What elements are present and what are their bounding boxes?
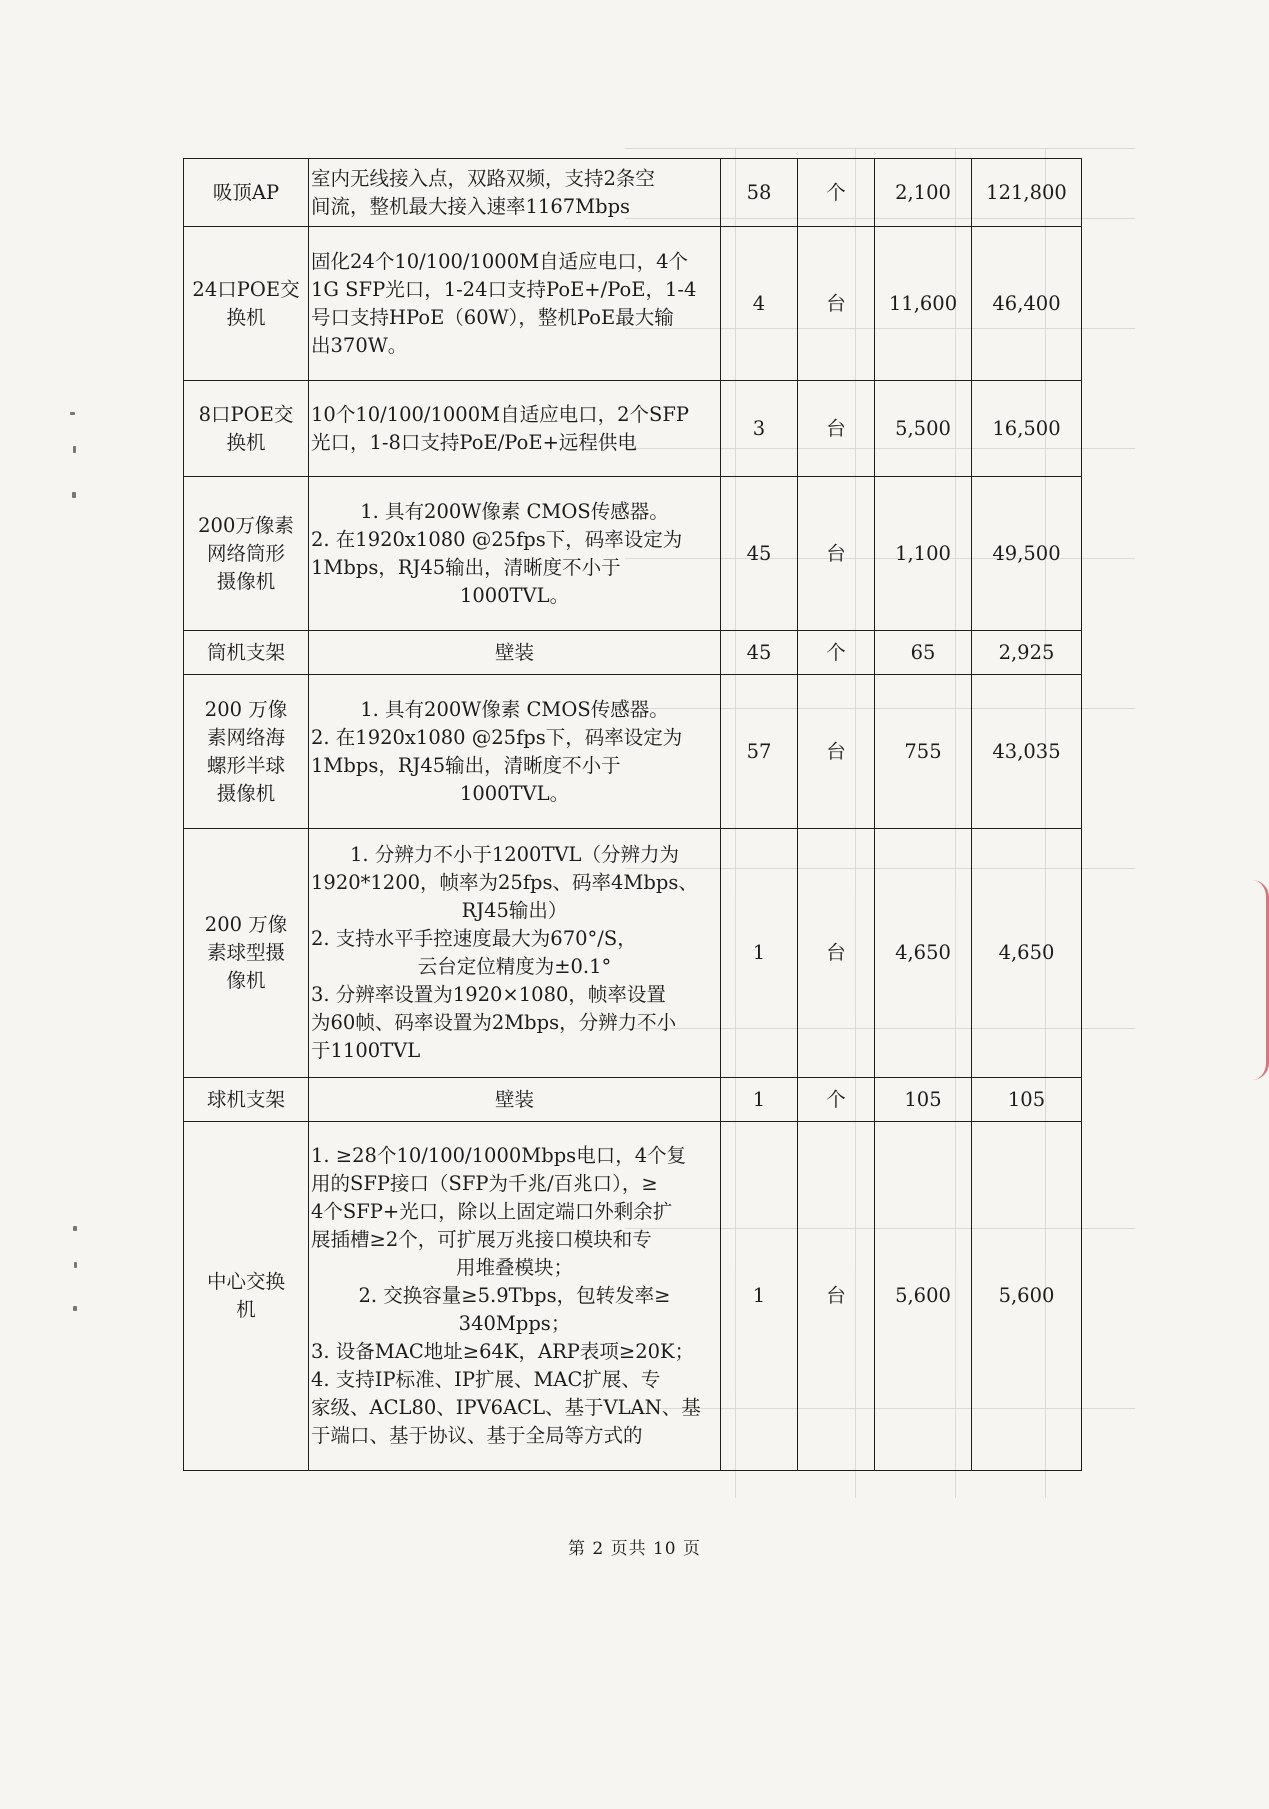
- item-name-cell: [184, 1122, 309, 1471]
- item-name-line: 8口POE交: [198, 402, 294, 426]
- item-spec-cell: [309, 675, 721, 829]
- item-spec-cell: [309, 381, 721, 477]
- quantity-cell: 45: [721, 631, 798, 675]
- item-spec-line: 壁装: [494, 1087, 534, 1111]
- item-spec-line: 1Mbps，RJ45输出，清晰度不小于: [311, 555, 621, 579]
- item-name-line: 筒机支架: [206, 640, 285, 664]
- item-spec-line: 展插槽≥2个，可扩展万兆接口模块和专: [311, 1228, 652, 1251]
- item-spec-line: 1000TVL。: [459, 781, 570, 805]
- table-row: [184, 829, 1082, 1078]
- item-spec-cell: [309, 159, 721, 227]
- unit-cell: 台: [798, 381, 875, 477]
- item-name-line: 换机: [226, 305, 266, 329]
- item-spec-line: 家级、ACL80、IPV6ACL、基于VLAN、基: [311, 1396, 701, 1419]
- item-spec-line: 于端口、基于协议、基于全局等方式的: [311, 1424, 643, 1447]
- unit-cell: 个: [798, 159, 875, 227]
- punch-hole-mark: [74, 1262, 77, 1268]
- quantity-cell: 57: [721, 675, 798, 829]
- item-spec-line: 4个SFP+光口，除以上固定端口外剩余扩: [311, 1200, 673, 1223]
- item-name-cell: [184, 631, 309, 675]
- item-spec-line: 10个10/100/1000M自适应电口，2个SFP: [311, 402, 689, 426]
- unit-price-cell: 11,600: [875, 227, 972, 381]
- total-price-cell: 49,500: [972, 477, 1082, 631]
- item-spec-line: 1000TVL。: [459, 583, 570, 607]
- item-spec-line: 间流，整机最大接入速率1167Mbps: [311, 194, 631, 218]
- item-name-cell: [184, 675, 309, 829]
- item-name-line: 200 万像: [204, 697, 288, 721]
- table-row: [184, 631, 1082, 675]
- item-spec-line: 为60帧、码率设置为2Mbps，分辨力不小: [311, 1011, 677, 1034]
- item-name-line: 200 万像: [204, 913, 288, 936]
- quantity-cell: 58: [721, 159, 798, 227]
- item-name-line: 像机: [226, 969, 266, 992]
- unit-price-cell: 5,500: [875, 381, 972, 477]
- item-spec-line: 固化24个10/100/1000M自适应电口，4个: [311, 249, 688, 273]
- page-footer: 第 2 页共 10 页: [567, 1539, 702, 1559]
- quantity-cell: 45: [721, 477, 798, 631]
- item-spec-line: 1. ≥28个10/100/1000Mbps电口，4个复: [311, 1144, 687, 1167]
- item-name-cell: [184, 477, 309, 631]
- item-name-line: 200万像素: [198, 513, 294, 537]
- item-name-line: 素球型摄: [206, 941, 285, 964]
- item-name-line: 网络筒形: [206, 541, 285, 565]
- seal-edge: [1252, 880, 1269, 1080]
- item-name-cell: [184, 381, 309, 477]
- item-spec-cell: [309, 227, 721, 381]
- item-spec-line: 室内无线接入点，双路双频，支持2条空: [311, 166, 655, 190]
- item-spec-line: 2. 支持水平手控速度最大为670°/S，: [311, 927, 637, 950]
- item-name-cell: [184, 227, 309, 381]
- item-spec-line: 于1100TVL: [311, 1039, 421, 1062]
- unit-cell: 台: [798, 227, 875, 381]
- item-spec-line: 340Mpps；: [458, 1312, 571, 1335]
- table-row: [184, 159, 1082, 227]
- item-name-line: 24口POE交: [192, 277, 300, 301]
- quantity-cell: 1: [721, 1122, 798, 1471]
- unit-price-cell: 4,650: [875, 829, 972, 1078]
- total-price-cell: 16,500: [972, 381, 1082, 477]
- item-spec-line: 1. 分辨力不小于1200TVL（分辨力为: [350, 843, 679, 866]
- item-spec-line: 号口支持HPoE（60W），整机PoE最大输: [311, 305, 674, 329]
- unit-cell: 台: [798, 829, 875, 1078]
- item-spec-line: 1Mbps，RJ45输出，清晰度不小于: [311, 753, 621, 777]
- table-row: [184, 227, 1082, 381]
- total-price-cell: 46,400: [972, 227, 1082, 381]
- item-name-line: 摄像机: [216, 569, 276, 593]
- punch-hole-mark: [70, 412, 75, 415]
- item-spec-line: 4. 支持IP标准、IP扩展、MAC扩展、专: [311, 1368, 661, 1391]
- total-price-cell: 105: [972, 1078, 1082, 1122]
- item-name-line: 机: [236, 1298, 256, 1321]
- item-name-line: 吸顶AP: [212, 180, 280, 204]
- quantity-cell: 1: [721, 829, 798, 1078]
- punch-hole-mark: [72, 492, 76, 498]
- item-name-line: 素网络海: [206, 725, 285, 749]
- unit-price-cell: 755: [875, 675, 972, 829]
- total-price-cell: 43,035: [972, 675, 1082, 829]
- item-spec-line: 出370W。: [311, 333, 408, 357]
- item-spec-line: 壁装: [494, 640, 534, 664]
- item-spec-cell: [309, 631, 721, 675]
- item-spec-line: 1. 具有200W像素 CMOS传感器。: [360, 697, 669, 721]
- unit-cell: 台: [798, 675, 875, 829]
- total-price-cell: 2,925: [972, 631, 1082, 675]
- item-spec-line: 用堆叠模块；: [455, 1256, 573, 1279]
- item-spec-line: 3. 分辨率设置为1920×1080，帧率设置: [311, 983, 666, 1006]
- item-spec-line: 3. 设备MAC地址≥64K，ARP表项≥20K；: [311, 1340, 695, 1363]
- item-spec-line: 2. 交换容量≥5.9Tbps，包转发率≥: [358, 1284, 671, 1307]
- unit-price-cell: 65: [875, 631, 972, 675]
- unit-cell: 台: [798, 1122, 875, 1471]
- item-spec-line: 2. 在1920x1080 @25fps下，码率设定为: [311, 725, 683, 749]
- equipment-table: [183, 158, 1082, 1471]
- total-price-cell: 4,650: [972, 829, 1082, 1078]
- table-row: [184, 1078, 1082, 1122]
- item-spec-cell: [309, 477, 721, 631]
- item-spec-cell: [309, 1078, 721, 1122]
- table-row: [184, 381, 1082, 477]
- item-name-cell: [184, 1078, 309, 1122]
- table-row: [184, 1122, 1082, 1471]
- item-spec-cell: [309, 829, 721, 1078]
- unit-cell: 个: [798, 631, 875, 675]
- item-name-cell: [184, 159, 309, 227]
- item-spec-line: RJ45输出）: [461, 899, 568, 922]
- unit-price-cell: 2,100: [875, 159, 972, 227]
- item-spec-line: 1. 具有200W像素 CMOS传感器。: [360, 499, 669, 523]
- punch-hole-mark: [73, 1306, 77, 1311]
- item-spec-line: 云台定位精度为±0.1°: [417, 955, 612, 978]
- punch-hole-mark: [73, 446, 76, 453]
- total-price-cell: 5,600: [972, 1122, 1082, 1471]
- item-spec-line: 用的SFP接口（SFP为千兆/百兆口），≥: [311, 1172, 658, 1195]
- quantity-cell: 3: [721, 381, 798, 477]
- quantity-cell: 4: [721, 227, 798, 381]
- item-spec-line: 1G SFP光口，1-24口支持PoE+/PoE，1-4: [311, 277, 697, 301]
- item-spec-line: 1920*1200，帧率为25fps、码率4Mbps、: [311, 871, 698, 894]
- punch-hole-mark: [73, 1226, 77, 1231]
- item-name-line: 螺形半球: [206, 753, 285, 777]
- item-name-line: 摄像机: [216, 781, 276, 805]
- quantity-cell: 1: [721, 1078, 798, 1122]
- unit-cell: 个: [798, 1078, 875, 1122]
- item-spec-line: 光口，1-8口支持PoE/PoE+远程供电: [311, 430, 637, 454]
- item-name-line: 球机支架: [206, 1087, 285, 1111]
- unit-price-cell: 1,100: [875, 477, 972, 631]
- unit-cell: 台: [798, 477, 875, 631]
- item-name-line: 换机: [226, 430, 266, 454]
- unit-price-cell: 5,600: [875, 1122, 972, 1471]
- table-row: [184, 675, 1082, 829]
- item-spec-cell: [309, 1122, 721, 1471]
- item-spec-line: 2. 在1920x1080 @25fps下，码率设定为: [311, 527, 683, 551]
- total-price-cell: 121,800: [972, 159, 1082, 227]
- item-name-line: 中心交换: [206, 1270, 285, 1293]
- unit-price-cell: 105: [875, 1078, 972, 1122]
- item-name-cell: [184, 829, 309, 1078]
- table-row: [184, 477, 1082, 631]
